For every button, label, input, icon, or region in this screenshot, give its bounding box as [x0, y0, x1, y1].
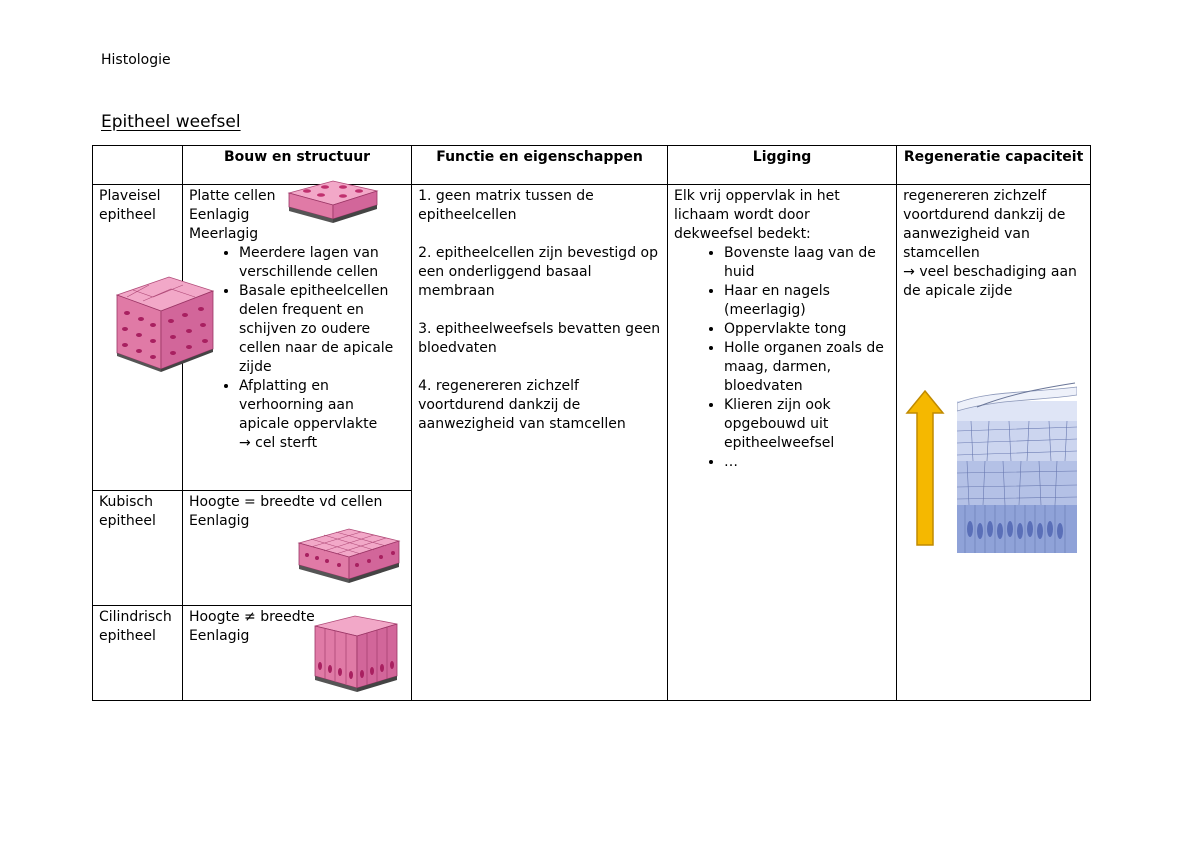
list-item: • Oppervlakte tong — [724, 320, 890, 339]
list-item: • Haar en nagels (meerlagig) — [724, 282, 890, 320]
structure-line: Eenlagig — [188, 207, 250, 223]
regeneration-cell — [897, 185, 1091, 701]
list-item: • Holle organen zoals de maag, darmen, bloedvaten — [724, 339, 890, 396]
structure-cell — [182, 491, 411, 606]
header-cell-structure: Bouw en structuur — [182, 146, 411, 185]
row-name: Kubisch epitheel — [99, 494, 156, 529]
list-item: • Klieren zijn ook opgebouwd uit epitheelweefsel — [724, 396, 890, 453]
header-cell-function: Functie en eigenschappen — [412, 146, 668, 185]
skin-epidermis-illustration — [957, 381, 1077, 553]
header-cell-regeneration: Regeneratie capaciteit — [897, 146, 1091, 185]
structure-line: Platte cellen — [188, 188, 276, 204]
row-name: Cilindrisch epitheel — [99, 609, 172, 644]
structure-line: Eenlagig — [188, 513, 250, 529]
structure-line: Eenlagig — [188, 628, 250, 644]
location-cell — [668, 185, 897, 701]
list-item: • Afplatting en verhoorning aan apicale oppervlakte — [239, 377, 405, 434]
regeneration-text: regenereren zichzelf voortdurend dankzij de aanwezigheid van stamcellen — [903, 188, 1066, 261]
list-item: • … — [724, 453, 890, 472]
location-intro: Elk vrij oppervlak in het lichaam wordt door dekweefsel bedekt: — [674, 188, 840, 242]
header-cell-location: Ligging — [668, 146, 897, 185]
row-name-cell — [93, 491, 183, 606]
function-item: 1. geen matrix tussen de epitheelcellen — [418, 188, 594, 223]
row-name-cell — [93, 606, 183, 701]
simple-columnar-illustration — [313, 614, 399, 694]
list-item: • Meerdere lagen van verschillende cellen — [239, 244, 405, 282]
structure-line: Hoogte = breedte vd cellen — [188, 494, 383, 510]
list-item: • Basale epitheelcellen delen frequent en schijven zo oudere cellen naar de apicale zijde — [239, 282, 405, 377]
location-bullet-list — [674, 244, 890, 472]
row-name-cell — [93, 185, 183, 491]
table-row — [93, 185, 1091, 491]
page-header: Histologie — [101, 52, 171, 68]
structure-line: Meerlagig — [188, 226, 259, 242]
structure-cell — [182, 185, 411, 491]
function-item: 4. regenereren zichzelf voortdurend dankzij de aanwezigheid van stamcellen — [418, 378, 626, 432]
list-item: • Bovenste laag van de huid — [724, 244, 890, 282]
table-header-row — [93, 146, 1091, 185]
structure-cell — [182, 606, 411, 701]
simple-squamous-illustration — [287, 179, 379, 227]
epithelium-table — [92, 145, 1091, 701]
function-cell — [412, 185, 668, 701]
row-name: Plaveisel epitheel — [99, 188, 161, 223]
structure-bullet-list — [189, 244, 405, 434]
upward-arrow-icon — [905, 389, 945, 549]
header-cell-empty — [93, 146, 183, 185]
simple-cuboidal-illustration — [297, 527, 401, 587]
structure-arrow-line: → cel sterft — [238, 435, 318, 451]
regeneration-arrow-line: → veel beschadiging aan de apicale zijde — [903, 264, 1077, 299]
structure-line: Hoogte ≠ breedte — [188, 609, 315, 625]
function-item: 3. epitheelweefsels bevatten geen bloedvaten — [418, 321, 661, 356]
page-title: Epitheel weefsel — [101, 112, 241, 132]
function-item: 2. epitheelcellen zijn bevestigd op een onderliggend basaal membraan — [418, 245, 658, 299]
